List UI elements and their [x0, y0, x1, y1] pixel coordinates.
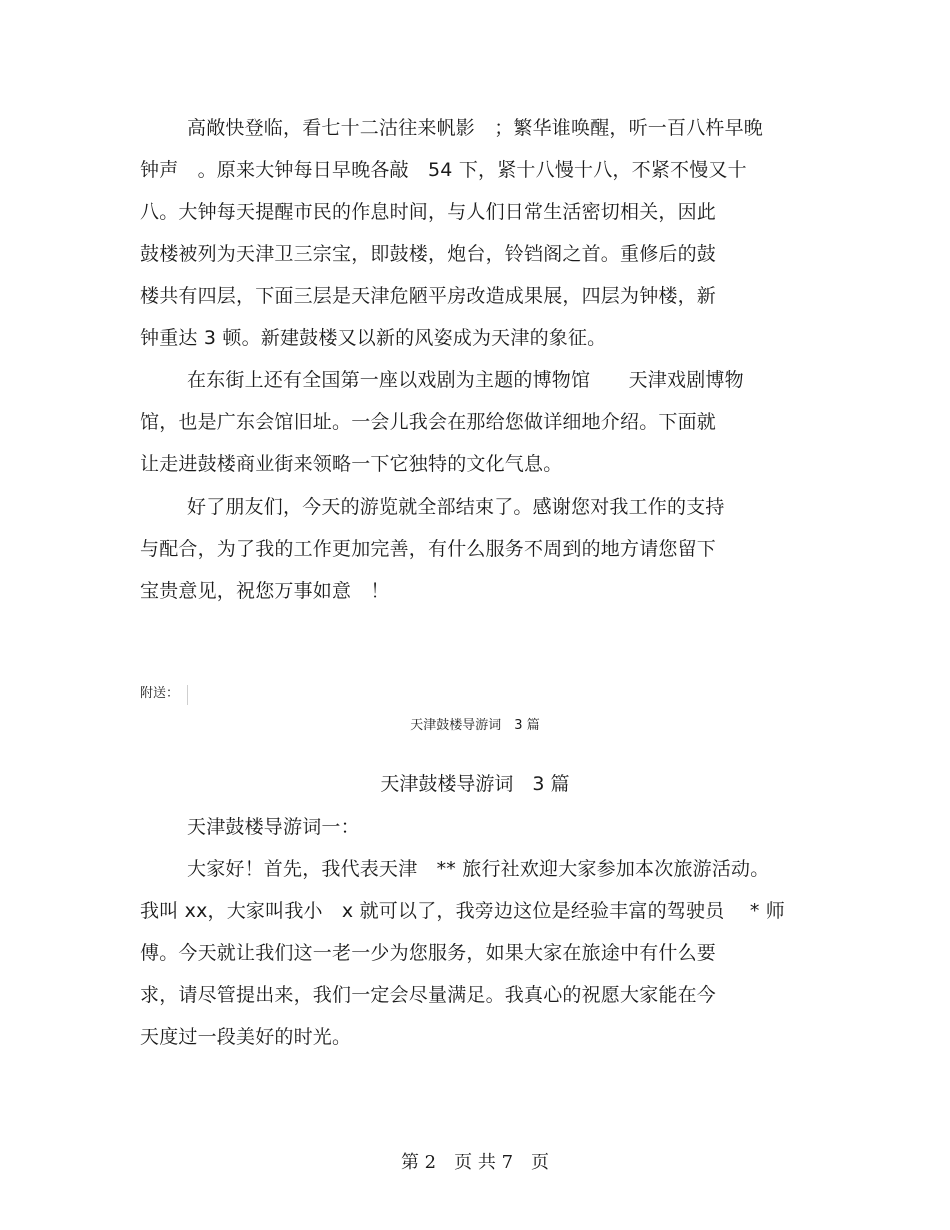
paragraph-2-line-1: 在东街上还有全国第一座以戏剧为主题的博物馆 天津戏剧博物: [187, 369, 744, 391]
paragraph-4-line-5: 天度过一段美好的时光。: [140, 1026, 352, 1048]
paragraph-1-line-1: 高敞快登临，看七十二沽往来帆影 ；繁华谁唤醒，听一百八杵早晚: [187, 117, 764, 139]
attachment-divider: [187, 685, 188, 705]
paragraph-2-line-3: 让走进鼓楼商业街来领略一下它独特的文化气息。: [140, 453, 563, 475]
paragraph-1-line-3: 八。大钟每天提醒市民的作息时间，与人们日常生活密切相关，因此: [140, 201, 717, 223]
paragraph-1-line-2: 钟声 。原来大钟每日早晚各敲 54 下，紧十八慢十八，不紧不慢又十: [140, 159, 747, 181]
paragraph-4-line-3: 傅。今天就让我们这一老一少为您服务，如果大家在旅途中有什么要: [140, 942, 717, 964]
paragraph-3-line-3: 宝贵意见，祝您万事如意 ！: [140, 580, 390, 602]
paragraph-4-line-2: 我叫 xx，大家叫我小 x 就可以了，我旁边这位是经验丰富的驾驶员 * 师: [140, 900, 785, 922]
section-title: 天津鼓楼导游词一：: [187, 816, 360, 838]
main-title: 天津鼓楼导游词 3 篇: [380, 773, 570, 795]
paragraph-4-line-4: 求，请尽管提出来，我们一定会尽量满足。我真心的祝愿大家能在今: [140, 984, 717, 1006]
paragraph-3-line-2: 与配合，为了我的工作更加完善，有什么服务不周到的地方请您留下: [140, 538, 717, 560]
small-title: 天津鼓楼导游词 3 篇: [410, 718, 540, 733]
paragraph-1-line-5: 楼共有四层，下面三层是天津危陋平房改造成果展，四层为钟楼，新: [140, 285, 717, 307]
paragraph-1-line-6: 钟重达 3 顿。新建鼓楼又以新的风姿成为天津的象征。: [140, 327, 607, 349]
paragraph-2-line-2: 馆，也是广东会馆旧址。一会儿我会在那给您做详细地介绍。下面就: [140, 411, 717, 433]
page-footer: 第 2 页 共 7 页: [400, 1152, 550, 1173]
paragraph-3-line-1: 好了朋友们，今天的游览就全部结束了。感谢您对我工作的支持: [187, 496, 725, 518]
attachment-label: 附送：: [140, 686, 180, 701]
paragraph-1-line-4: 鼓楼被列为天津卫三宗宝，即鼓楼，炮台，铃铛阁之首。重修后的鼓: [140, 243, 717, 265]
paragraph-4-line-1: 大家好！首先，我代表天津 ** 旅行社欢迎大家参加本次旅游活动。: [187, 858, 770, 880]
